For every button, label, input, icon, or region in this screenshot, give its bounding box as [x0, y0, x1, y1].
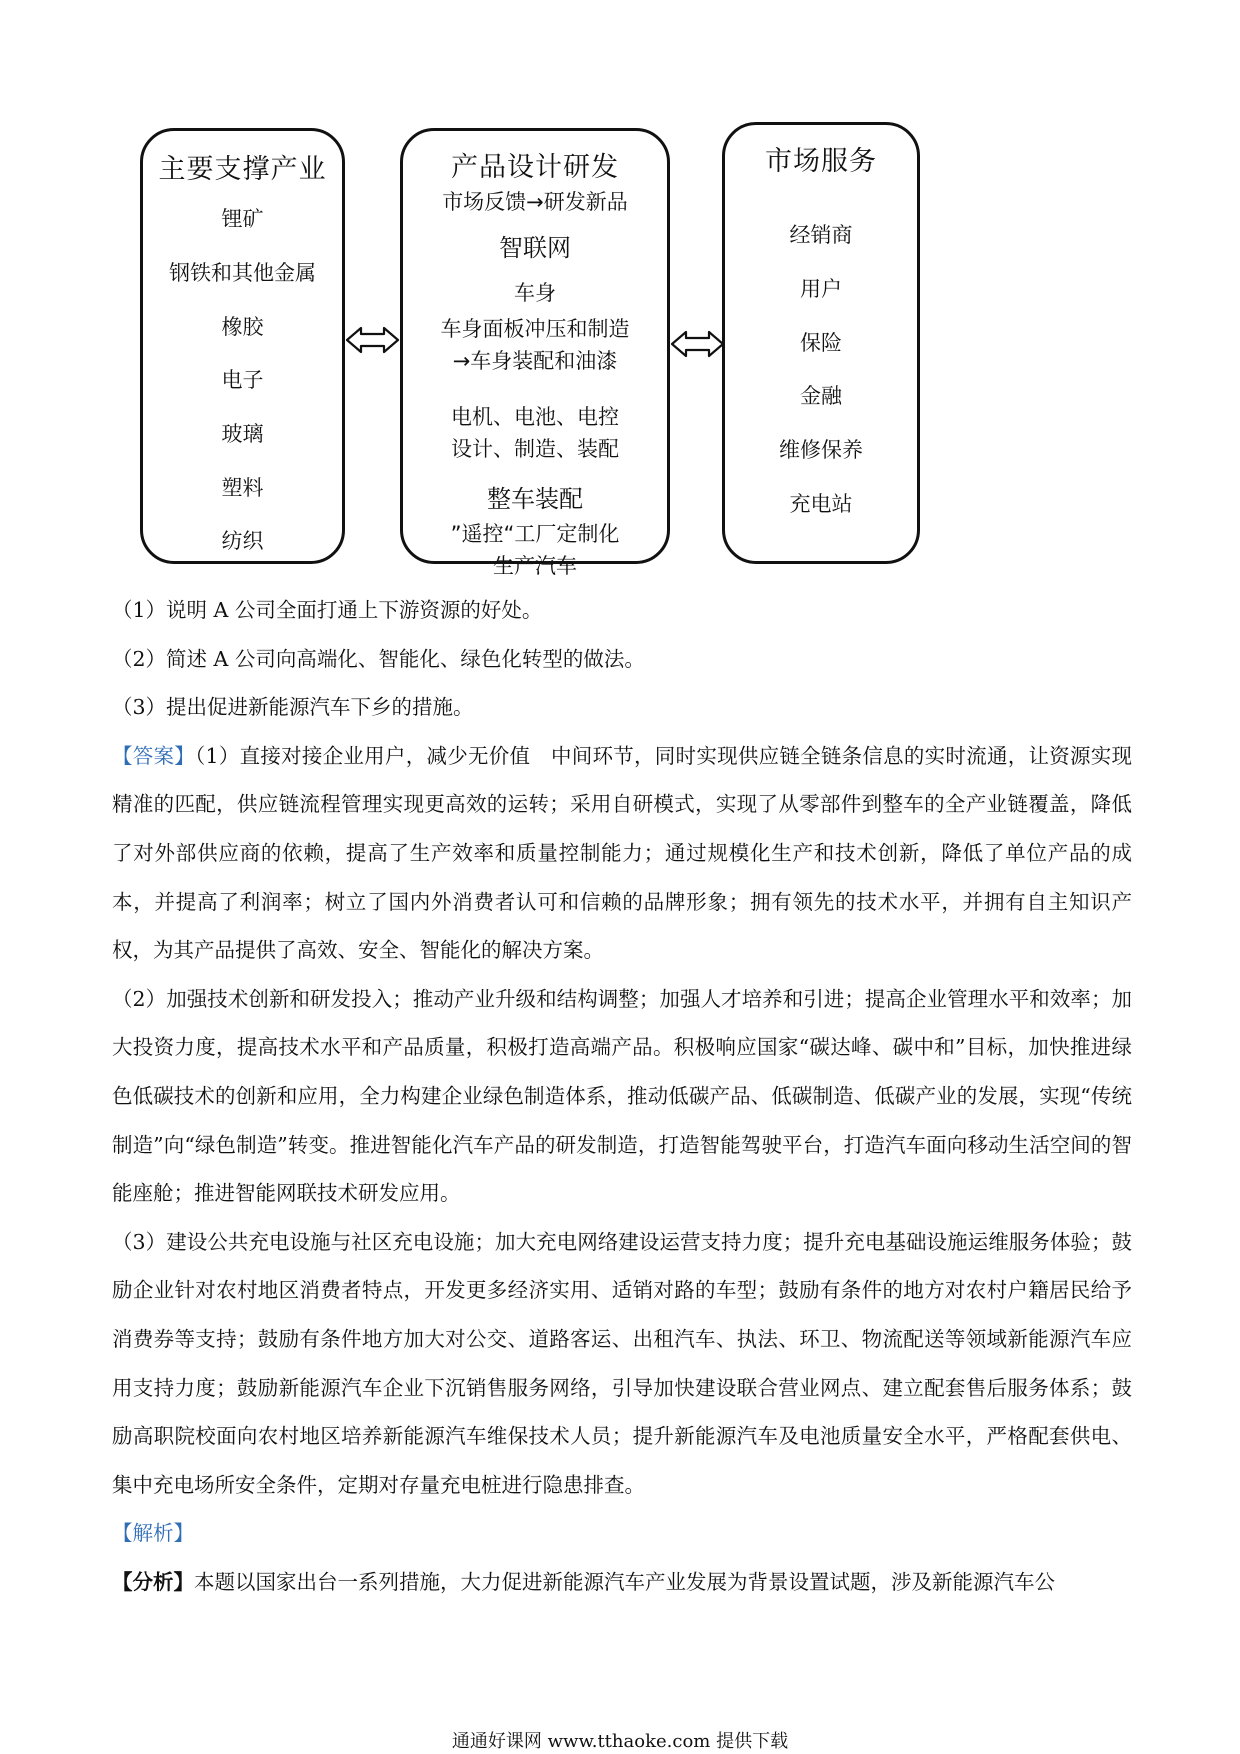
analysis-label: 【解析】	[112, 1521, 194, 1546]
assembly-text-1: ”遥控“工厂定制化	[450, 522, 620, 546]
body-process-1: 车身面板冲压和制造	[440, 317, 630, 341]
body-process-2: →车身装配和油漆	[452, 349, 618, 373]
ev-components-2: 设计、制造、装配	[451, 437, 619, 461]
analysis-sub-label: 【分析】	[112, 1569, 194, 1594]
industry-chain-diagram	[0, 0, 1240, 590]
list-item: 塑料	[221, 476, 264, 500]
analysis-paragraph	[112, 1558, 1132, 1607]
answer-2: （2）加强技术创新和研发投入；推动产业升级和结构调整；加强人才培养和引进；提高企业管理水平和效率；加大投资力度，提高技术水平和产品质量，积极打造高端产品。积极响应国家“碳达峰、碳中和”目标，加快推进绿色低碳技术的创新和应用，全力构建企业绿色制造体系，推动低碳产品、低碳制造、低碳产业的发展，实现“传统制造”向“绿色制造”转变。推进智能化汽车产品的研发制造，打造智能驾驶平台，打造汽车面向移动生活空间的智能座舱；推进智能网联技术研发应用。	[112, 986, 1132, 1206]
answer-1	[112, 732, 1132, 975]
question-2: （2）简述 A 公司向高端化、智能化、绿色化转型的做法。	[112, 646, 645, 671]
list-item: 保险	[800, 331, 842, 355]
body-heading: 车身	[514, 281, 556, 305]
list-item: 用户	[800, 277, 842, 301]
assembly-text-2: 生产汽车	[493, 554, 577, 578]
list-item: 玻璃	[221, 422, 264, 446]
list-item: 纺织	[221, 529, 264, 553]
answer-1-text: （1）直接对接企业用户，减少无价值 中间环节，同时实现供应链全链条信息的实时流通，让资源实现精准的匹配，供应链流程管理实现更高效的运转；采用自研模式，实现了从零部件到整车的全产业链覆盖，降低了对外部供应商的依赖，提高了生产效率和质量控制能力；通过规模化生产和技术创新，降低了单位产品的成本，并提高了利润率；树立了国内外消费者认可和信赖的品牌形象；拥有领先的技术水平，并拥有自主知识产权，为其产品提供了高效、安全、智能化的解决方案。	[112, 743, 1133, 963]
list-item: 橡胶	[221, 315, 264, 339]
question-1: （1）说明 A 公司全面打通上下游资源的好处。	[112, 598, 543, 622]
list-item: 充电站	[789, 492, 853, 516]
box-title: 主要支撑产业	[158, 154, 327, 185]
list-item: 维修保养	[779, 438, 863, 462]
question-3: （3）提出促进新能源汽车下乡的措施。	[112, 695, 474, 720]
list-item: 金融	[800, 384, 842, 408]
box-title: 市场服务	[765, 146, 877, 177]
analysis-text: 本题以国家出台一系列措施，大力促进新能源汽车产业发展为背景设置试题，涉及新能源汽车公	[194, 1569, 1055, 1594]
analysis-heading	[112, 1509, 1132, 1558]
list-item: 电子	[221, 368, 264, 392]
question-answer-text	[112, 586, 1132, 1606]
product-design-box	[400, 128, 670, 578]
double-arrow-icon	[345, 325, 400, 355]
list-item: 钢铁和其他金属	[169, 261, 316, 285]
double-arrow-icon	[670, 329, 725, 359]
feedback-text: 市场反馈→研发新品	[442, 190, 628, 214]
assembly-heading: 整车装配	[487, 485, 583, 513]
network-heading: 智联网	[499, 234, 571, 262]
supporting-industries-box	[140, 128, 345, 564]
list-item: 经销商	[789, 223, 853, 247]
page-footer: 通通好课网 www.tthaoke.com 提供下载	[451, 1731, 789, 1752]
box-title: 产品设计研发	[451, 152, 619, 183]
list-item: 锂矿	[221, 207, 264, 231]
market-services-box	[722, 122, 920, 564]
answer-label: 【答案】	[112, 743, 196, 768]
ev-components-1: 电机、电池、电控	[451, 405, 619, 429]
answer-3: （3）建设公共充电设施与社区充电设施；加大充电网络建设运营支持力度；提升充电基础设施运维服务体验；鼓励企业针对农村地区消费者特点，开发更多经济实用、适销对路的车型；鼓励有条件的地方对农村户籍居民给予消费券等支持；鼓励有条件地方加大对公交、道路客运、出租汽车、执法、环卫、物流配送等领域新能源汽车应用支持力度；鼓励新能源汽车企业下沉销售服务网络，引导加快建设联合营业网点、建立配套售后服务体系；鼓励高职院校面向农村地区培养新能源汽车维保技术人员；提升新能源汽车及电池质量安全水平，严格配套供电、集中充电场所安全条件，定期对存量充电桩进行隐患排查。	[112, 1229, 1132, 1497]
